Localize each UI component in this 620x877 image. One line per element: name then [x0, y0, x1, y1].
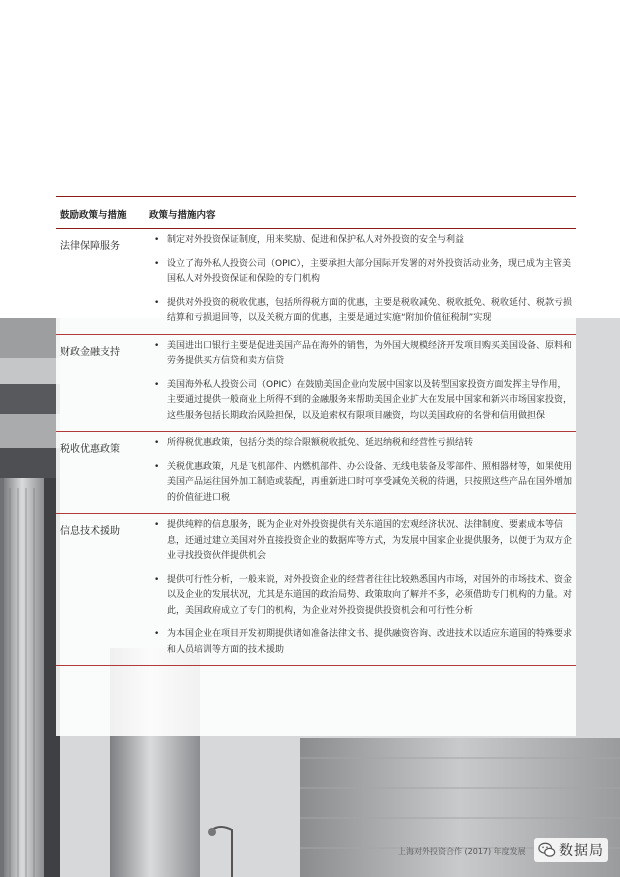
list-item: • 关税优惠政策，凡是飞机部件、内燃机部件、办公设备、无线电装备及零部件、照相器材等，如果使用美国产品运往国外加工制造或装配，再重新进口时可享受减免关税的待遇，只按照这些产品在国外增加的价值征进口税	[154, 461, 573, 503]
table-row	[56, 335, 576, 433]
row-category: 信息技术援助	[60, 526, 120, 537]
list-item: • 为本国企业在项目开发初期提供诸如准备法律文书、提供融资咨询、改进技术以适应东道国的特殊要求和人员培训等方面的技术援助	[154, 629, 573, 655]
bullet-icon: •	[154, 574, 160, 585]
wechat-icon	[538, 841, 556, 859]
watermark-text: 数据局	[559, 843, 604, 859]
bullet-list	[149, 514, 576, 665]
page-footer: 上海对外投资合作 (2017) 年度发展	[398, 847, 526, 856]
header-category: 鼓励政策与措施	[60, 210, 127, 221]
row-category: 税收优惠政策	[60, 444, 120, 455]
bullet-icon: •	[154, 520, 160, 530]
table-row	[56, 229, 576, 335]
bullet-icon: •	[154, 629, 160, 639]
list-item: • 提供对外投资的税收优惠，包括所得税方面的优惠，主要是税收减免、税收抵免、税收延付、税款亏损结算和亏损退回等，以及关税方面的优惠，主要是通过实施“附加价值征税制”实现	[154, 297, 573, 323]
list-item: • 美国海外私人投资公司（OPIC）在鼓励美国企业向发展中国家以及转型国家投资方面发挥主导作用，主要通过提供一般商业上所得不到的金融服务来帮助美国企业扩大在发展中国家和新兴市场国家投资，这些服务包括长期政治风险担保，以及追索权有限项目融资，均以美国政府的名誉和信用做担保	[154, 379, 573, 421]
watermark	[534, 838, 608, 862]
row-category: 法律保障服务	[60, 241, 120, 252]
bullet-list	[149, 432, 576, 513]
bullet-icon: •	[154, 297, 160, 308]
bullet-icon: •	[154, 379, 160, 390]
list-item: • 提供纯粹的信息服务，既为企业对外投资提供有关东道国的宏观经济状况、法律制度、要素成本等信息，还通过建立美国对外直接投资企业的数据库等方式，为发展中国家企业提供服务，以便于为双方企业寻找投资伙伴提供机会	[154, 520, 573, 561]
bullet-icon: •	[154, 340, 160, 351]
list-item: • 提供可行性分析，一般来说，对外投资企业的经营者往往比较熟悉国内市场，对国外的市场技术、资金以及企业的发展状况，尤其是东道国的政治局势、政策取向了解并不多，必须借助专门机构的力量。对此，美国政府成立了专门的机构，为企业对外投资提供投资机会和可行性分析	[154, 574, 573, 616]
table-row	[56, 432, 576, 514]
list-item: • 所得税优惠政策，包括分类的综合限额税收抵免、延迟纳税和经营性亏损结转	[149, 436, 576, 452]
bullet-icon: •	[154, 235, 160, 245]
list-item: • 美国进出口银行主要是促进美国产品在海外的销售，为外国大规模经济开发项目购买美国设备、原料和劳务提供买方信贷和卖方信贷	[154, 340, 573, 366]
table-row	[56, 514, 576, 666]
bullet-icon: •	[154, 461, 160, 472]
list-item: • 制定对外投资保证制度，用来奖励、促进和保护私人对外投资的安全与利益	[149, 233, 576, 249]
table-header-row	[56, 197, 576, 229]
header-content: 政策与措施内容	[149, 210, 216, 221]
bullet-icon: •	[154, 438, 160, 448]
bullet-list	[149, 229, 576, 334]
list-item: • 设立了海外私人投资公司（OPIC），主要承担大部分国际开发署的对外投资活动业务，现已成为主管美国私人对外投资保证和保险的专门机构	[154, 258, 571, 284]
bullet-list	[149, 335, 576, 432]
row-category: 财政金融支持	[60, 346, 120, 358]
bullet-icon: •	[154, 258, 160, 269]
policy-table	[56, 196, 576, 666]
